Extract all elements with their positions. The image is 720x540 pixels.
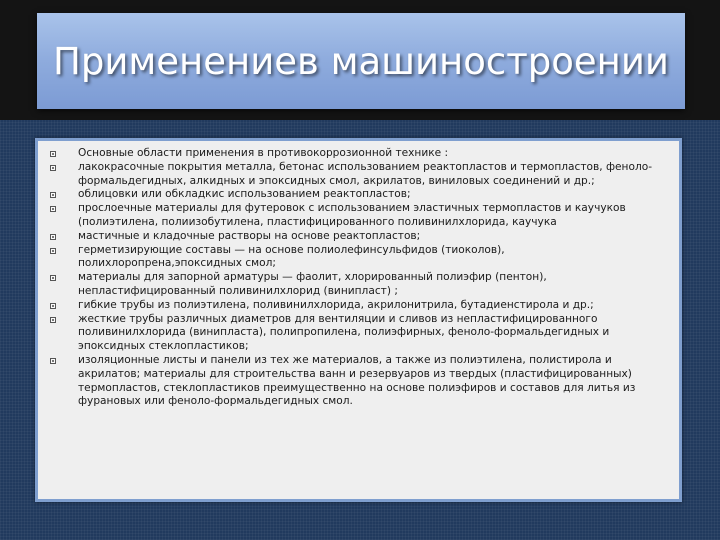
list-item-text: герметизирующие составы — на основе полиолефинсульфидов (тиоколов), полихлоропрена,эпоксидных смол; (78, 243, 505, 270)
square-bullet-icon (50, 192, 56, 198)
list-item (50, 202, 671, 230)
list-item-text: мастичные и кладочные растворы на основе реактопластов; (78, 229, 421, 242)
list-item (50, 188, 671, 202)
square-bullet-icon (50, 165, 56, 171)
title-box (37, 13, 685, 109)
square-bullet-icon (50, 275, 56, 281)
square-bullet-icon (50, 234, 56, 240)
list-item (50, 244, 671, 272)
square-bullet-icon (50, 358, 56, 364)
slide-title: Применениев машиностроении (53, 39, 669, 83)
list-item (50, 354, 671, 409)
list-item (50, 313, 671, 354)
list-item-text: лакокрасочные покрытия металла, бетонас использованием реактопластов и термопластов, феноло-формальдегидных, алкидных и эпоксидных смол, акрилатов, виниловых соединений и др.; (78, 160, 653, 187)
list-item-text: Основные области применения в противокоррозионной технике : (78, 147, 449, 159)
list-item-text: изоляционные листы и панели из тех же материалов, а также из полиэтилена, полистирола и акрилатов; материалы для строительства ванн и резервуаров из твердых (пластифицированных) термопластов, стеклопластиков преимущественно на основе полиэфиров и составов для литья из фурановых или феноло-формальдегидных смол. (78, 353, 636, 408)
square-bullet-icon (50, 206, 56, 212)
square-bullet-icon (50, 303, 56, 309)
list-item-text: жесткие трубы различных диаметров для вентиляции и сливов из непластифицированного поливинилхлорида (винипласта), полипропилена, полиэфирных, феноло-формальдегидных и эпоксидных стеклопластиков; (78, 312, 610, 353)
list-item-text: материалы для запорной арматуры — фаолит, хлорированный полиэфир (пентон), непластифицированный поливинилхлорид (винипласт) ; (78, 271, 547, 297)
list-item (50, 147, 671, 161)
square-bullet-icon (50, 248, 56, 254)
square-bullet-icon (50, 151, 56, 157)
list-item-text: облицовки или обкладкис использованием реактопластов; (78, 188, 411, 201)
list-item (50, 230, 671, 244)
square-bullet-icon (50, 317, 56, 323)
list-item (50, 299, 671, 313)
content-box (35, 138, 682, 502)
bullet-list (38, 141, 679, 409)
list-item (50, 271, 671, 299)
list-item-text: гибкие трубы из полиэтилена, поливинилхлорида, акрилонитрила, бутадиенстирола и др.; (78, 298, 594, 311)
list-item (50, 161, 671, 189)
list-item-text: прослоечные материалы для футеровок с использованием эластичных термопластов и каучуков (полиэтилена, полиизобутилена, пластифицированного поливинилхлорида, каучука (78, 202, 626, 228)
